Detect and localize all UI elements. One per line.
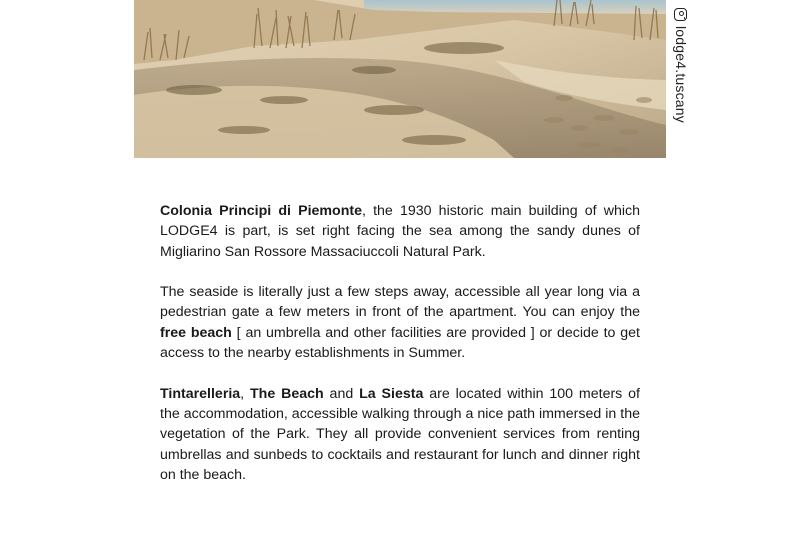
paragraph-seaside: The seaside is literally just a few steps away, accessible all year long via a pedestrian gate a few meters in front of the apartment. You can enjoy the free beach [ an umbrella and other facilities are provided ] or decide to get access to the nearby establishments in Summer. [160, 284, 640, 362]
instagram-icon [675, 8, 688, 21]
instagram-handle[interactable] [672, 8, 702, 148]
paragraph-location: Colonia Principi di Piemonte, the 1930 historic main building of which LODGE4 is part, is set right facing the sea among the sandy dunes of Migliarino San Rossore Massaciuccoli Natural Park. [160, 203, 640, 260]
establishment-la-siesta: La Siesta [359, 385, 424, 402]
dunes-photo [134, 0, 666, 158]
paragraph-establishments: Tintarelleria, The Beach and La Siesta are located within 100 meters of the accommodation, accessible walking through a nice path immersed in the vegetation of the Park. They all provide convenient services from renting umbrellas and sunbeds to cocktails and restaurant for lunch and dinner right on the beach. [160, 385, 640, 483]
free-beach: free beach [160, 324, 232, 341]
establishment-tintarelleria: Tintarelleria [160, 385, 241, 402]
establishment-the-beach: The Beach [250, 385, 324, 402]
building-name: Colonia Principi di Piemonte [160, 203, 362, 219]
description-text [160, 201, 640, 485]
instagram-handle-text: lodge4.tuscany [673, 26, 689, 123]
